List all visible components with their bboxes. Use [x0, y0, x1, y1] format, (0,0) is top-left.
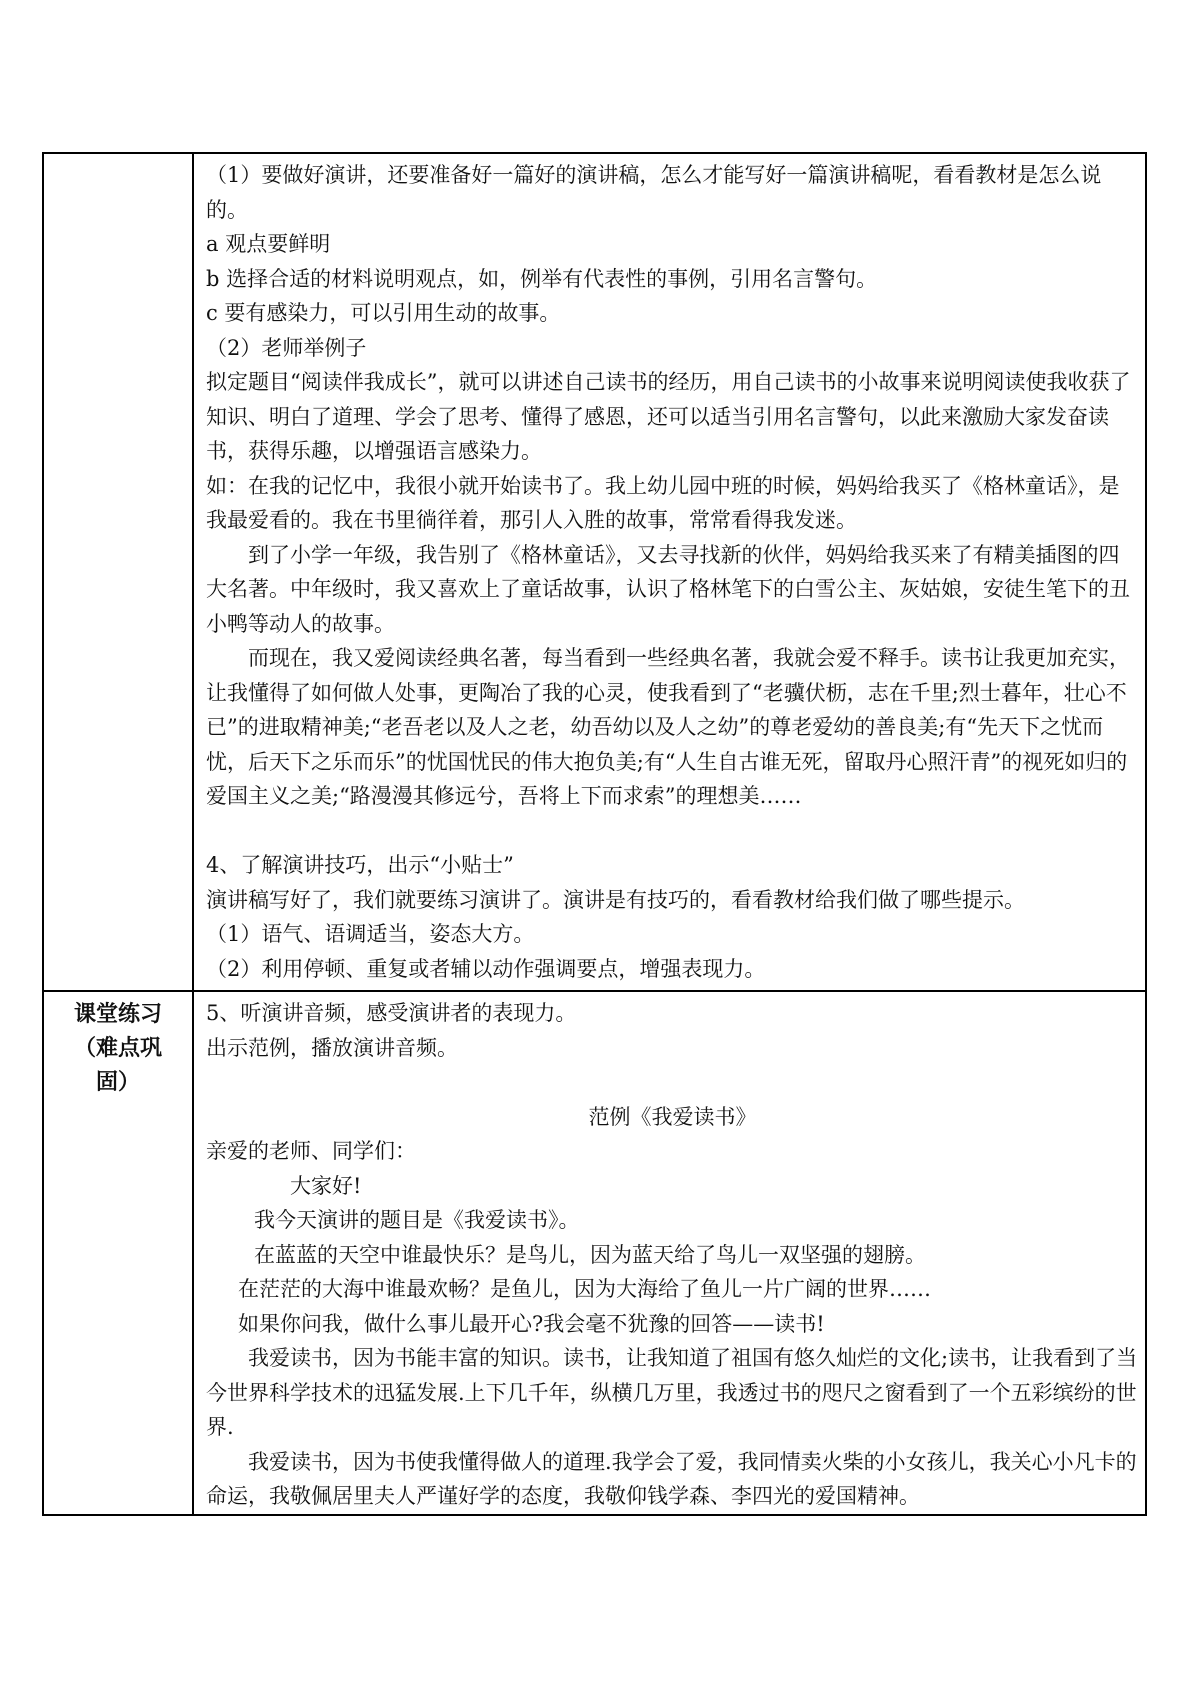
table-row-classroom-practice	[43, 991, 1146, 1515]
speech-knowledge: 我爱读书，因为书能丰富的知识。读书，让我知道了祖国有悠久灿烂的文化;读书，让我看到了当今世界科学技术的迅猛发展.上下几千年，纵横几万里，我透过书的咫尺之窗看到了一个五彩缤纷的世界.	[206, 1346, 1138, 1439]
example-title: 范例《我爱读书》	[588, 1104, 757, 1129]
tip-1: （1）语气、语调适当，姿态大方。	[206, 922, 535, 946]
speech-topic: 我今天演讲的题目是《我爱读书》。	[254, 1208, 580, 1232]
row2-label-line-2: （难点巩	[73, 1036, 162, 1061]
point-a: a 观点要鲜明	[206, 232, 331, 256]
tip-2: （2）利用停顿、重复或者辅以动作强调要点，增强表现力。	[206, 956, 766, 981]
row2-content	[194, 992, 1145, 1514]
point-b: b 选择合适的材料说明观点，如，例举有代表性的事例，引用名言警句。	[206, 266, 878, 291]
speech-answer: 如果你问我，做什么事儿最开心?我会毫不犹豫的回答——读书!	[238, 1311, 825, 1336]
row1-label-cell	[43, 153, 193, 991]
speech-morality: 我爱读书，因为书使我懂得做人的道理.我学会了爱，我同情卖火柴的小女孩儿，我关心小凡卡的命运，我敬佩居里夫人严谨好学的态度，我敬仰钱学森、李四光的爱国精神。	[206, 1449, 1137, 1508]
speech-sea: 在茫茫的大海中谁最欢畅？是鱼儿，因为大海给了鱼儿一片广阔的世界……	[238, 1277, 931, 1301]
paragraph-classics: 而现在，我又爱阅读经典名著，每当看到一些经典名著，我就会爱不释手。读书让我更加充实，让我懂得了如何做人处事，更陶冶了我的心灵，使我看到了“老骥伏枥，志在千里;烈士暮年，壮心不已”的进取精神美;“老吾老以及人之老，幼吾幼以及人之幼”的尊老爱幼的善良美;有“先天下之忧而忧，后天下之乐而乐”的忧国忧民的伟大抱负美;有“人生自古谁无死，留取丹心照汗青”的视死如归的爱国主义之美;“路漫漫其修远兮，吾将上下而求索”的理想美……	[206, 646, 1130, 808]
paragraph-topic-example: 拟定题目“阅读伴我成长”，就可以讲述自己读书的经历，用自己读书的小故事来说明阅读使我收获了知识、明白了道理、学会了思考、懂得了感恩，还可以适当引用名言警句，以此来激励大家发奋读书，获得乐趣，以增强语言感染力。	[206, 370, 1131, 463]
row2-content-cell	[193, 991, 1146, 1515]
paragraph-first-grade: 到了小学一年级，我告别了《格林童话》，又去寻找新的伙伴，妈妈给我买来了有精美插图的四大名著。中年级时，我又喜欢上了童话故事，认识了格林笔下的白雪公主、灰姑娘，安徒生笔下的丑小鸭等动人的故事。	[206, 542, 1130, 636]
row2-label-cell	[43, 991, 193, 1515]
row1-content	[194, 154, 1145, 986]
speech-salutation: 亲爱的老师、同学们：	[206, 1139, 416, 1163]
paragraph-practice-speech: 演讲稿写好了，我们就要练习演讲了。演讲是有技巧的，看看教材给我们做了哪些提示。	[206, 887, 1025, 912]
paragraph-tips-heading: 4、了解演讲技巧，出示“小贴士”	[206, 853, 514, 877]
speech-greeting: 大家好!	[290, 1173, 362, 1198]
row2-label-line-1: 课堂练习	[73, 1002, 162, 1027]
row1-content-cell	[193, 153, 1146, 991]
paragraph-teacher-example-heading: （2）老师举例子	[206, 335, 367, 360]
speech-sky: 在蓝蓝的天空中谁最快乐？是鸟儿，因为蓝天给了鸟儿一双坚强的翅膀。	[254, 1242, 926, 1267]
blank-line	[206, 814, 1139, 849]
blank-line	[206, 1065, 1139, 1100]
row2-label-line-3: 固）	[95, 1070, 140, 1095]
paragraph-show-example: 出示范例，播放演讲音频。	[206, 1035, 458, 1060]
row1-label	[44, 154, 192, 160]
table-row-teaching-process	[43, 153, 1146, 991]
paragraph-listen-audio: 5、听演讲音频，感受演讲者的表现力。	[206, 1001, 577, 1025]
paragraph-speech-draft-intro: （1）要做好演讲，还要准备好一篇好的演讲稿，怎么才能写好一篇演讲稿呢，看看教材是怎么说的。	[206, 163, 1102, 222]
paragraph-memory: 如：在我的记忆中，我很小就开始读书了。我上幼儿园中班的时候，妈妈给我买了《格林童话》，是我最爱看的。我在书里徜徉着，那引人入胜的故事，常常看得我发迷。	[206, 473, 1120, 532]
point-c: c 要有感染力，可以引用生动的故事。	[206, 301, 561, 325]
lesson-plan-table	[42, 152, 1147, 1516]
row2-label	[44, 992, 192, 1100]
